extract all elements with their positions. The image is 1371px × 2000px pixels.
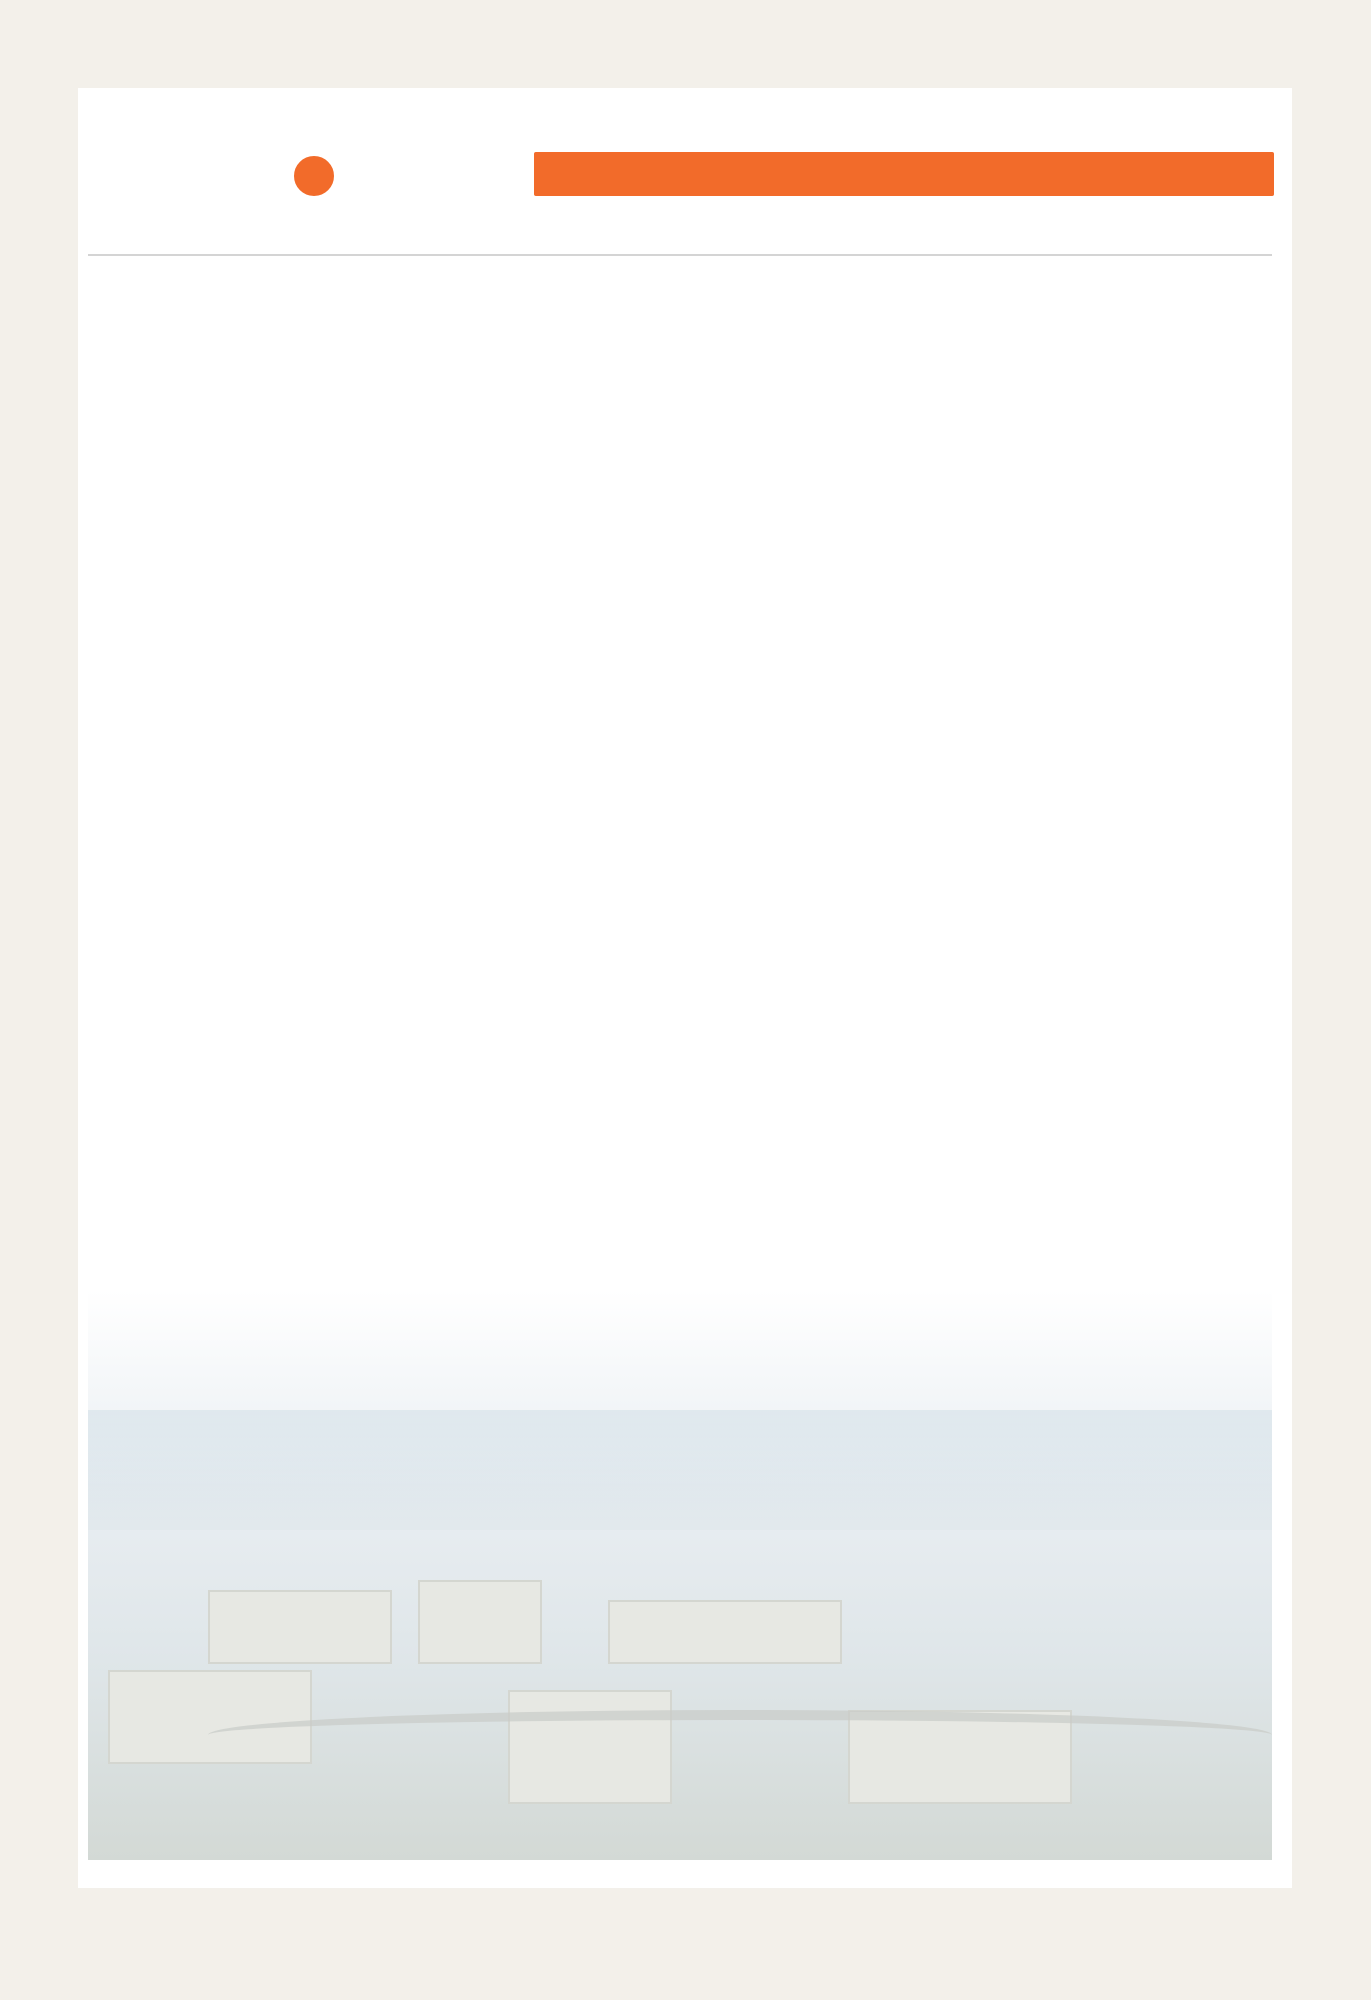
background-sea	[88, 1410, 1272, 1530]
background-building	[608, 1600, 842, 1664]
logo-dot-icon	[288, 150, 340, 202]
header-divider	[88, 254, 1272, 256]
top-row	[88, 298, 1272, 408]
background-building	[418, 1580, 542, 1664]
background-building	[208, 1590, 392, 1664]
section-title-bar	[534, 152, 1274, 196]
background-city-image	[88, 1290, 1272, 1860]
background-road	[208, 1710, 1272, 1760]
masthead	[98, 88, 1278, 248]
